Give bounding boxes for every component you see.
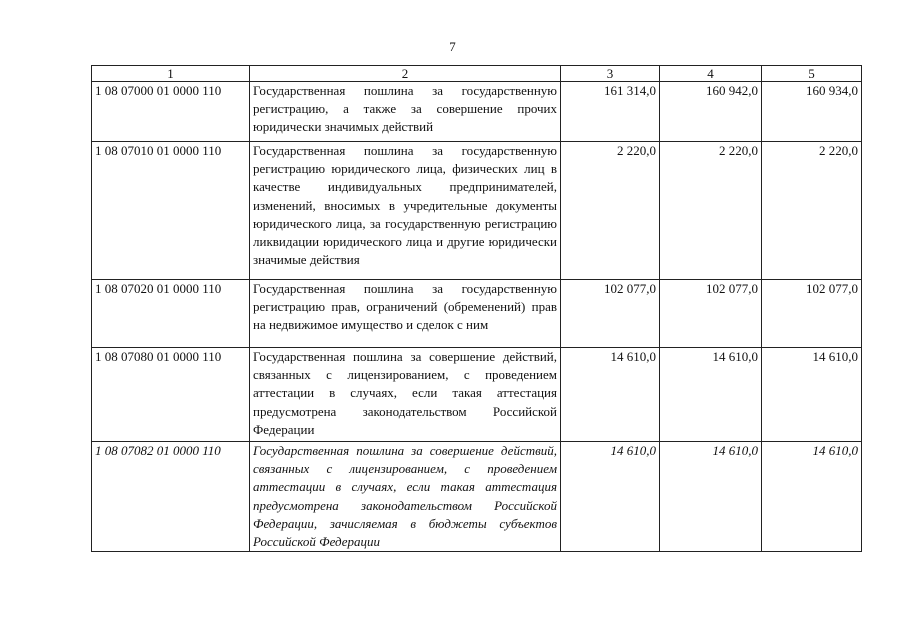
row-name: Государственная пошлина за совершение действий, связанных с лицензированием, с проведением аттестации в случаях, если такая аттестация предусмотрена законодательством Российской Федерации, зачисляемая в бюджеты субъектов Российской Федерации — [250, 442, 561, 552]
row-value-col3: 2 220,0 — [561, 142, 660, 280]
row-value-col4: 14 610,0 — [660, 348, 762, 442]
column-header-5: 5 — [762, 66, 862, 82]
row-value-col3: 161 314,0 — [561, 82, 660, 142]
row-code: 1 08 07000 01 0000 110 — [92, 82, 250, 142]
row-value-col5: 14 610,0 — [762, 348, 862, 442]
row-value-col5: 14 610,0 — [762, 442, 862, 552]
revenue-table — [91, 65, 862, 552]
row-value-col4: 160 942,0 — [660, 82, 762, 142]
row-value-col4: 2 220,0 — [660, 142, 762, 280]
row-name: Государственная пошлина за государственную регистрацию прав, ограничений (обременений) прав на недвижимое имущество и сделок с ним — [250, 280, 561, 348]
row-name: Государственная пошлина за совершение действий, связанных с лицензированием, с проведением аттестации в случаях, если такая аттестация предусмотрена законодательством Российской Федерации — [250, 348, 561, 442]
table-row — [92, 348, 862, 442]
table-header-row — [92, 66, 862, 82]
row-value-col5: 2 220,0 — [762, 142, 862, 280]
column-header-3: 3 — [561, 66, 660, 82]
table-row — [92, 442, 862, 552]
row-value-col5: 102 077,0 — [762, 280, 862, 348]
table-row — [92, 82, 862, 142]
column-header-4: 4 — [660, 66, 762, 82]
row-code: 1 08 07082 01 0000 110 — [92, 442, 250, 552]
row-name: Государственная пошлина за государственную регистрацию, а также за совершение прочих юридически значимых действий — [250, 82, 561, 142]
row-code: 1 08 07080 01 0000 110 — [92, 348, 250, 442]
row-value-col5: 160 934,0 — [762, 82, 862, 142]
row-code: 1 08 07020 01 0000 110 — [92, 280, 250, 348]
column-header-1: 1 — [92, 66, 250, 82]
row-value-col3: 14 610,0 — [561, 348, 660, 442]
row-code: 1 08 07010 01 0000 110 — [92, 142, 250, 280]
row-name: Государственная пошлина за государственную регистрацию юридического лица, физических лиц в качестве индивидуальных предпринимателей, изменений, вносимых в учредительные документы юридического лица, за государственную регистрацию ликвидации юридического лица и другие юридически значимые действия — [250, 142, 561, 280]
row-value-col4: 14 610,0 — [660, 442, 762, 552]
column-header-2: 2 — [250, 66, 561, 82]
table-row — [92, 142, 862, 280]
row-value-col3: 102 077,0 — [561, 280, 660, 348]
table-row — [92, 280, 862, 348]
row-value-col4: 102 077,0 — [660, 280, 762, 348]
page-number: 7 — [449, 39, 456, 54]
row-value-col3: 14 610,0 — [561, 442, 660, 552]
